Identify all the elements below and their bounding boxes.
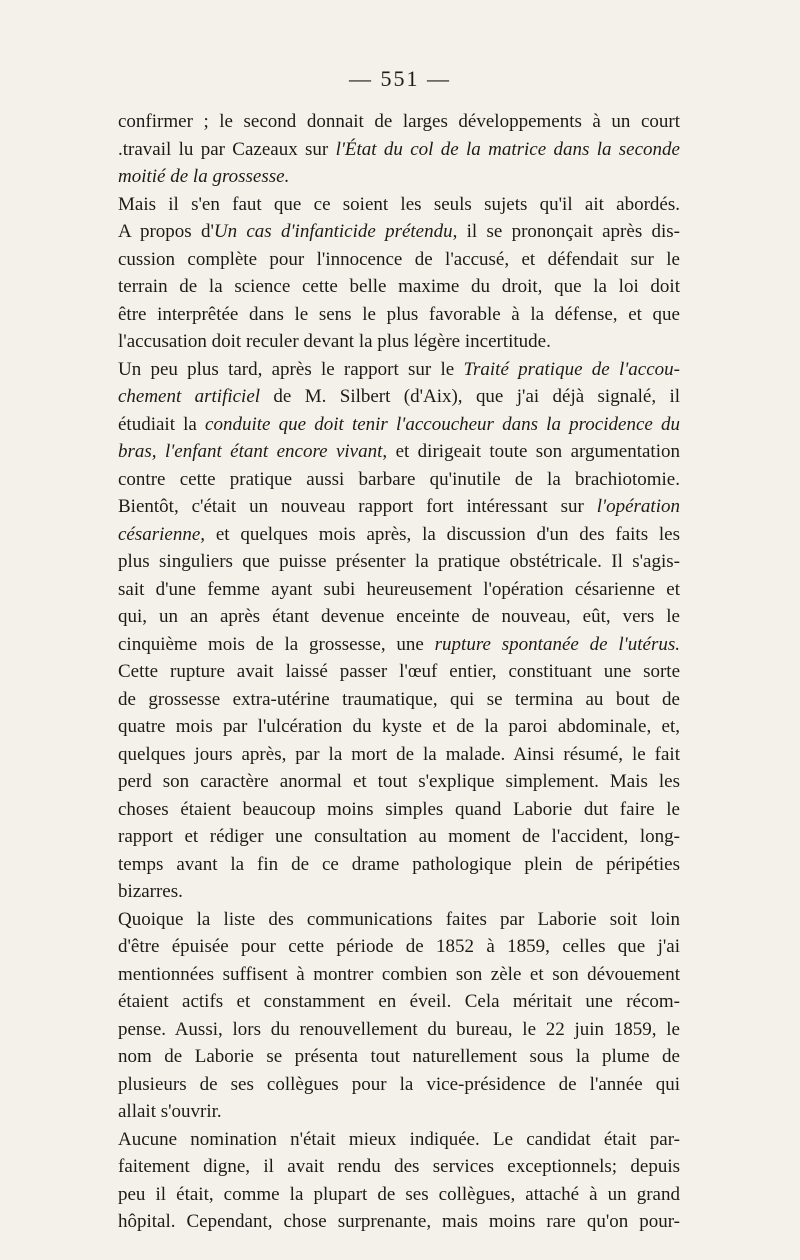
italic-text: conduite que doit tenir l'accoucheur dans la procidence du [205,413,680,435]
text-segment: peu il était, comme la plupart de ses collègues, attaché à un grand [118,1183,680,1205]
text-segment: être interprêtée dans le sens le plus favorable à la défense, et que [118,303,680,325]
text-segment: contre cette pratique aussi barbare qu'inutile de la brachiotomie. [118,468,680,490]
text-segment: de grossesse extra-utérine traumatique, qui se termina au bout de [118,688,680,710]
text-line [118,1098,680,1126]
text-segment: , et dirigeait toute son argumentation [382,441,680,462]
text-segment: , il se prononçait après dis- [452,221,680,242]
text-line [118,768,680,796]
text-segment: terrain de la science cette belle maxime du droit, que la loi doit [118,276,680,297]
italic-text: césarienne, [118,523,206,545]
text-line [118,466,680,494]
italic-text: l'État du col de la matrice dans la seconde [335,138,680,160]
text-segment: Un peu plus tard, après le rapport sur le [118,358,464,380]
text-segment: et quelques mois après, la discussion d'un des faits les [205,523,680,545]
text-line [118,713,680,741]
italic-text: moitié de la grossesse. [118,166,290,187]
text-line [118,796,680,824]
text-line [118,631,680,659]
text-line [118,1208,680,1236]
text-line [118,741,680,769]
text-segment: qui, un an après étant devenue enceinte de nouveau, eût, vers le [118,606,680,627]
text-line [118,576,680,604]
text-segment: quatre mois par l'ulcération du kyste et de la paroi abdominale, et, [118,716,680,737]
text-segment: Cette rupture avait laissé passer l'œuf entier, constituant une sorte [118,661,680,682]
text-segment: Bientôt, c'était un nouveau rapport fort intéressant sur [118,496,597,517]
text-segment: choses étaient beaucoup moins simples quand Laborie dut faire le [118,798,680,820]
text-line [118,356,680,384]
text-line [118,933,680,961]
text-segment: quelques jours après, par la mort de la malade. Ainsi résumé, le fait [118,743,680,765]
text-line [118,1126,680,1154]
text-line [118,246,680,274]
text-segment: bizarres. [118,881,183,902]
text-segment: cussion complète pour l'innocence de l'accusé, et défendait sur le [118,248,680,270]
text-line [118,851,680,879]
text-line [118,988,680,1016]
text-line [118,1071,680,1099]
text-segment: plusieurs de ses collègues pour la vice-présidence de l'année qui [118,1073,680,1095]
text-line [118,1016,680,1044]
text-segment: Quoique la liste des communications faites par Laborie soit loin [118,908,680,930]
text-segment: pense. Aussi, lors du renouvellement du bureau, le 22 juin 1859, le [118,1018,680,1040]
text-segment: hôpital. Cependant, chose surprenante, mais moins rare qu'on pour- [118,1211,680,1232]
text-line [118,658,680,686]
text-segment: confirmer ; le second donnait de larges développements à un court [118,111,680,132]
text-segment: plus singuliers que puisse présenter la pratique obstétricale. Il s'agis- [118,551,680,572]
text-segment: faitement digne, il avait rendu des services exceptionnels; depuis [118,1156,680,1177]
text-segment: mentionnées suffisent à montrer combien son zèle et son dévouement [118,963,680,985]
text-line [118,411,680,439]
text-segment: A propos d' [118,221,214,242]
text-line [118,906,680,934]
text-line [118,438,680,466]
text-segment: l'accusation doit reculer devant la plus légère incertitude. [118,331,551,352]
text-segment: Aucune nomination n'était mieux indiquée. Le candidat était par- [118,1128,680,1150]
text-line [118,163,680,191]
text-line [118,961,680,989]
text-line [118,1153,680,1181]
text-line [118,218,680,246]
text-line [118,383,680,411]
text-segment: nom de Laborie se présenta tout naturellement sous la plume de [118,1046,680,1067]
text-line [118,328,680,356]
text-segment: rapport et rédiger une consultation au moment de l'accident, long- [118,826,680,847]
text-segment: cinquième mois de la grossesse, une [118,633,435,655]
text-segment: étaient actifs et constamment en éveil. Cela méritait une récom- [118,991,680,1012]
text-segment: sait d'une femme ayant subi heureusement l'opération césarienne et [118,578,680,600]
text-line [118,136,680,164]
text-segment: .travail lu par Cazeaux sur [118,138,336,160]
italic-text: Traité pratique de l'accou- [463,358,680,380]
text-line [118,1181,680,1209]
italic-text: chement artificiel [118,386,261,407]
text-line [118,686,680,714]
text-line [118,1043,680,1071]
italic-text: rupture spontanée de l'utérus. [434,633,680,655]
italic-text: bras, l'enfant étant encore vivant [118,441,383,462]
text-segment: d'être épuisée pour cette période de 1852 à 1859, celles que j'ai [118,936,680,957]
text-segment: de M. Silbert (d'Aix), que j'ai déjà signalé, il [260,386,680,407]
text-line [118,878,680,906]
text-line [118,823,680,851]
text-line [118,548,680,576]
text-line [118,273,680,301]
page-text [118,108,680,1236]
text-segment: temps avant la fin de ce drame pathologique plein de péripéties [118,853,680,875]
text-line [118,493,680,521]
text-segment: étudiait la [118,413,206,435]
text-line [118,191,680,219]
text-line [118,603,680,631]
text-segment: perd son caractère anormal et tout s'explique simplement. Mais les [118,771,680,792]
italic-text: l'opération [596,496,680,517]
italic-text: Un cas d'infanticide prétendu [213,221,453,242]
text-segment: Mais il s'en faut que ce soient les seuls sujets qu'il ait abordés. [118,193,680,215]
page-number: — 551 — [349,66,451,91]
text-line [118,521,680,549]
text-segment: allait s'ouvrir. [118,1101,222,1122]
text-line [118,108,680,136]
text-line [118,301,680,329]
